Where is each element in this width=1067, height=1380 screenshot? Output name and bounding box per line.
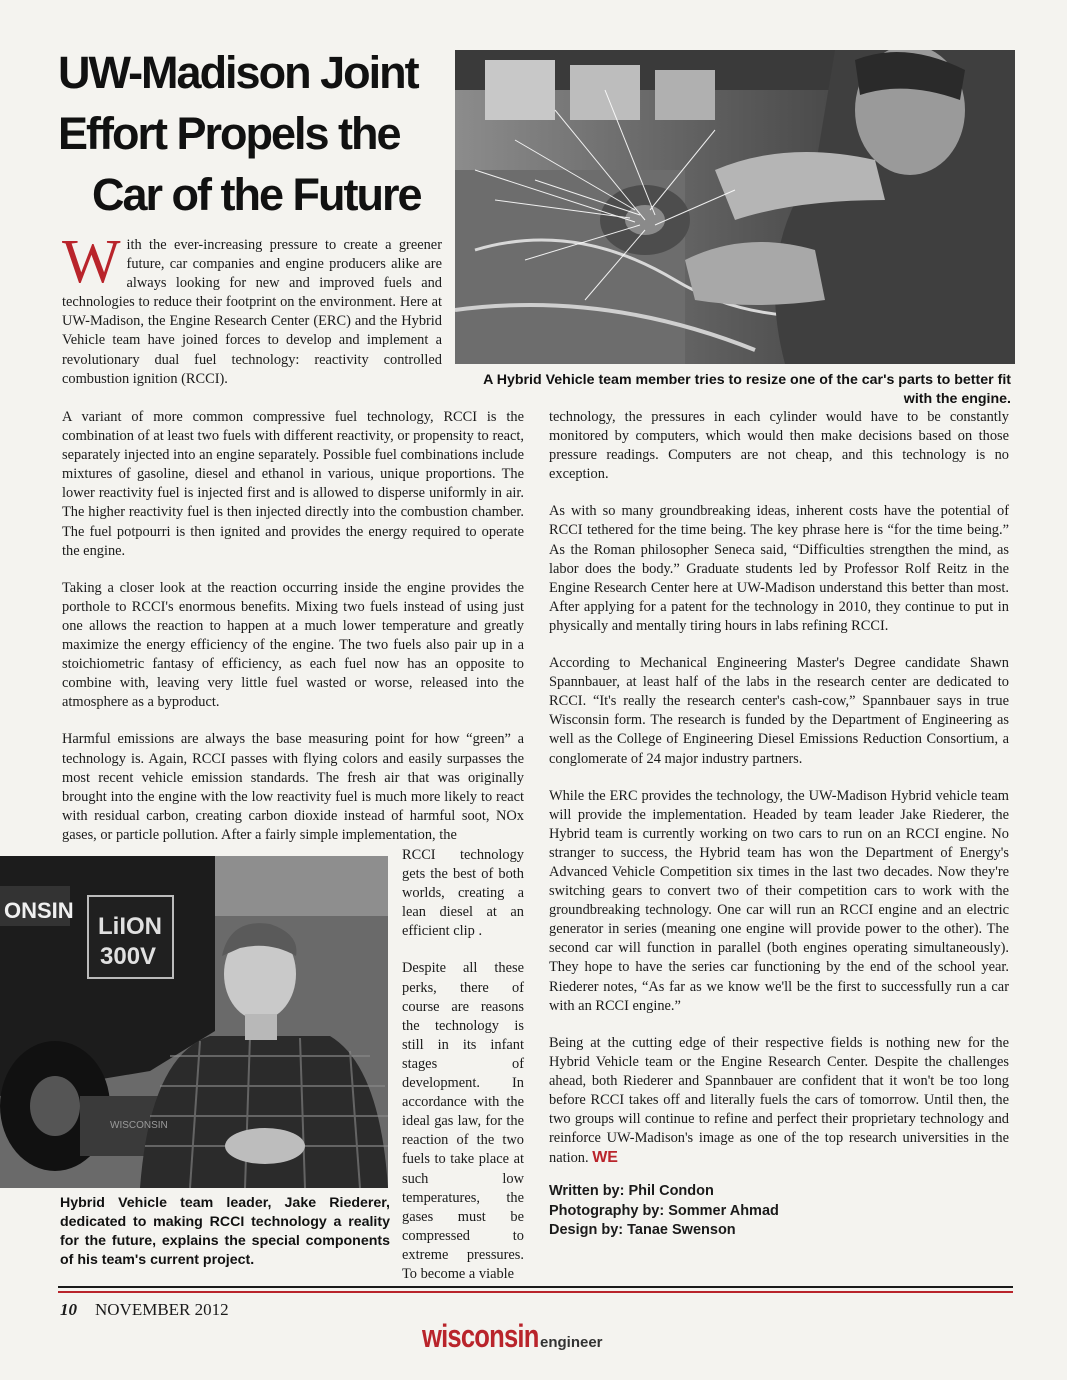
team-leader-image (0, 856, 388, 1188)
paragraph: technology, the pressures in each cylinder would have to be constantly monitored by computers, which would then make decisions based on those pressure readings. Computers are not cheap, and this technology is no exception. (549, 409, 1009, 483)
paragraph (549, 1034, 1009, 1169)
paragraph: RCCI technology gets the best of both worlds, creating a lean diesel at an efficient clip . (402, 847, 524, 940)
article-title (58, 42, 448, 225)
credit-photography: Photography by: Sommer Ahmad (549, 1202, 779, 1219)
drop-cap: W (62, 228, 121, 296)
logo-sub: engineer (540, 1334, 603, 1351)
top-photo (455, 50, 1015, 364)
car-text: WISCONSIN (110, 1120, 168, 1131)
end-mark: WE (592, 1149, 618, 1167)
bottom-photo (0, 856, 388, 1188)
intro-paragraph (62, 228, 442, 389)
credit-design: Design by: Tanae Swenson (549, 1222, 736, 1239)
logo-main: wisconsin (422, 1318, 539, 1354)
issue-date: NOVEMBER 2012 (95, 1300, 229, 1319)
footer-rule-accent (58, 1291, 1013, 1293)
page-footer (60, 1300, 229, 1320)
footer-rule (58, 1286, 1013, 1288)
top-photo-caption: A Hybrid Vehicle team member tries to resize one of the car's parts to better fit with the engine. (483, 372, 1011, 407)
paragraph: While the ERC provides the technology, the UW-Madison Hybrid vehicle team will provide the implementation. Headed by team leader Jake Riederer, the Hybrid team is currently working on two cars to run on an RCCI engine. No stranger to success, the Hybrid team has won the Department of Energy's Advanced Vehicle Competition six times in the last two decades. Now they're switching gears to convert two of their competition cars to work with the groundbreaking technology. One car will run an RCCI engine and an electric generator in series (meaning one engine will provide power to the other). The second car will function in parallel (both engines operating simultaneously). They hope to have the series car functioning by the end of the school year. Riederer notes, “As far as we know we'll be the first to successfully run a car with an RCCI engine.” (549, 787, 1009, 1014)
paragraph: A variant of more common compressive fuel technology, RCCI is the combination of at least two fuels with different reactivity, or propensity to react, separately injected into an engine separately. Possible fuel combinations include mixtures of gasoline, diesel and ethanol in various, unique proportions. The lower reactivity fuel is injected first and is allowed to disperse uniformly in air. The higher reactivity fuel is then injected directly into the combustion chamber. The fuel potpourri is then ignited and provides the energy required to operate the engine. (62, 409, 524, 559)
car-text: LiION (98, 913, 162, 940)
narrow-column (402, 846, 524, 1302)
title-line: Effort Propels the (58, 108, 400, 159)
title-line: Car of the Future (92, 169, 421, 220)
credits (549, 1182, 1009, 1241)
title-line: UW-Madison Joint (58, 47, 418, 98)
paragraph: Despite all these perks, there of course are reasons the technology is still in its infant stages of development. In accordance with the ideal gas law, for the reaction of the two fuels to take place at such low temperatures, the gases must be compressed to extreme pressures. To become a viable (402, 960, 524, 1282)
grinder-sparks-image (455, 50, 1015, 364)
bottom-photo-caption: Hybrid Vehicle team leader, Jake Riederer, dedicated to making RCCI technology a reality for the future, explains the special components of his team's current project. (60, 1195, 390, 1268)
paragraph: According to Mechanical Engineering Master's Degree candidate Shawn Spannbauer, at least half of the labs in the research center are dedicated to RCCI. “It's really the research center's cash-cow,” Spannbauer says in true Wisconsin form. The research is funded by the Department of Engineering as well as the College of Engineering Diesel Emissions Reduction Consortium, a conglomerate of 24 major industry partners. (549, 655, 1009, 767)
paragraph: Harmful emissions are always the base measuring point for how “green” a technology is. Again, RCCI passes with flying colors and easily surpasses the most recent vehicle emission standards. The fresh air that was originally brought into the engine with the low reactivity fuel is much more likely to react with residual carbon, creating carbon dioxide instead of harmful soot, NOx gases, or particle pollution. After a fairly simple implementation, the (62, 731, 524, 843)
paragraph: Taking a closer look at the reaction occurring inside the engine provides the porthole to RCCI's enormous benefits. Mixing two fuels instead of using just one allows the reaction to happen at a much lower temperature and greatly maximize the energy efficiency of the engine. The two fuels also pair up in a stoichiometric fantasy of efficiency, as each fuel now has an opposite to combine with, leaving very little fuel wasted or worse, released into the atmosphere as a byproduct. (62, 579, 524, 711)
credit-written: Written by: Phil Condon (549, 1183, 714, 1200)
magazine-logo (422, 1318, 603, 1355)
page-number: 10 (60, 1300, 77, 1319)
intro-text: ith the ever-increasing pressure to create a greener future, car companies and engine producers alike are always looking for new and improved fuels and technologies to reduce their footprint on the environment. Here at UW-Madison, the Engine Research Center (ERC) and the Hybrid Vehicle team have joined forces to develop and implement a revolutionary dual fuel technology: reactivity controlled combustion ignition (RCCI). (62, 237, 442, 387)
paragraph: As with so many groundbreaking ideas, inherent costs have the potential of RCCI tethered for the time being. The key phrase here is “for the time being.” As the Roman philosopher Seneca said, “Difficulties strengthen the mind, as labor does the body.” Graduate students led by Professor Rolf Reitz in the Engine Research Center here at UW-Madison understand this better than most. After applying for a patent for the technology in 2010, they continue to put in physically and mentally tiring hours in labs refining RCCI. (549, 503, 1009, 634)
paragraph-text: Being at the cutting edge of their respective fields is nothing new for the Hybrid Vehicle team or the Engine Research Center. Despite the challenges ahead, both Riederer and Spannbauer are confident that it won't be too long before RCCI takes off and literally fuels the cars of tomorrow. Until then, the two groups will continue to refine and perfect their proprietary technology and reinforce UW-Madison's image as one of the top research universities in the nation. (549, 1034, 1009, 1167)
car-text: 300V (100, 943, 157, 970)
car-text: ONSIN (4, 898, 74, 923)
left-column (62, 408, 524, 863)
right-column (549, 408, 1009, 1241)
